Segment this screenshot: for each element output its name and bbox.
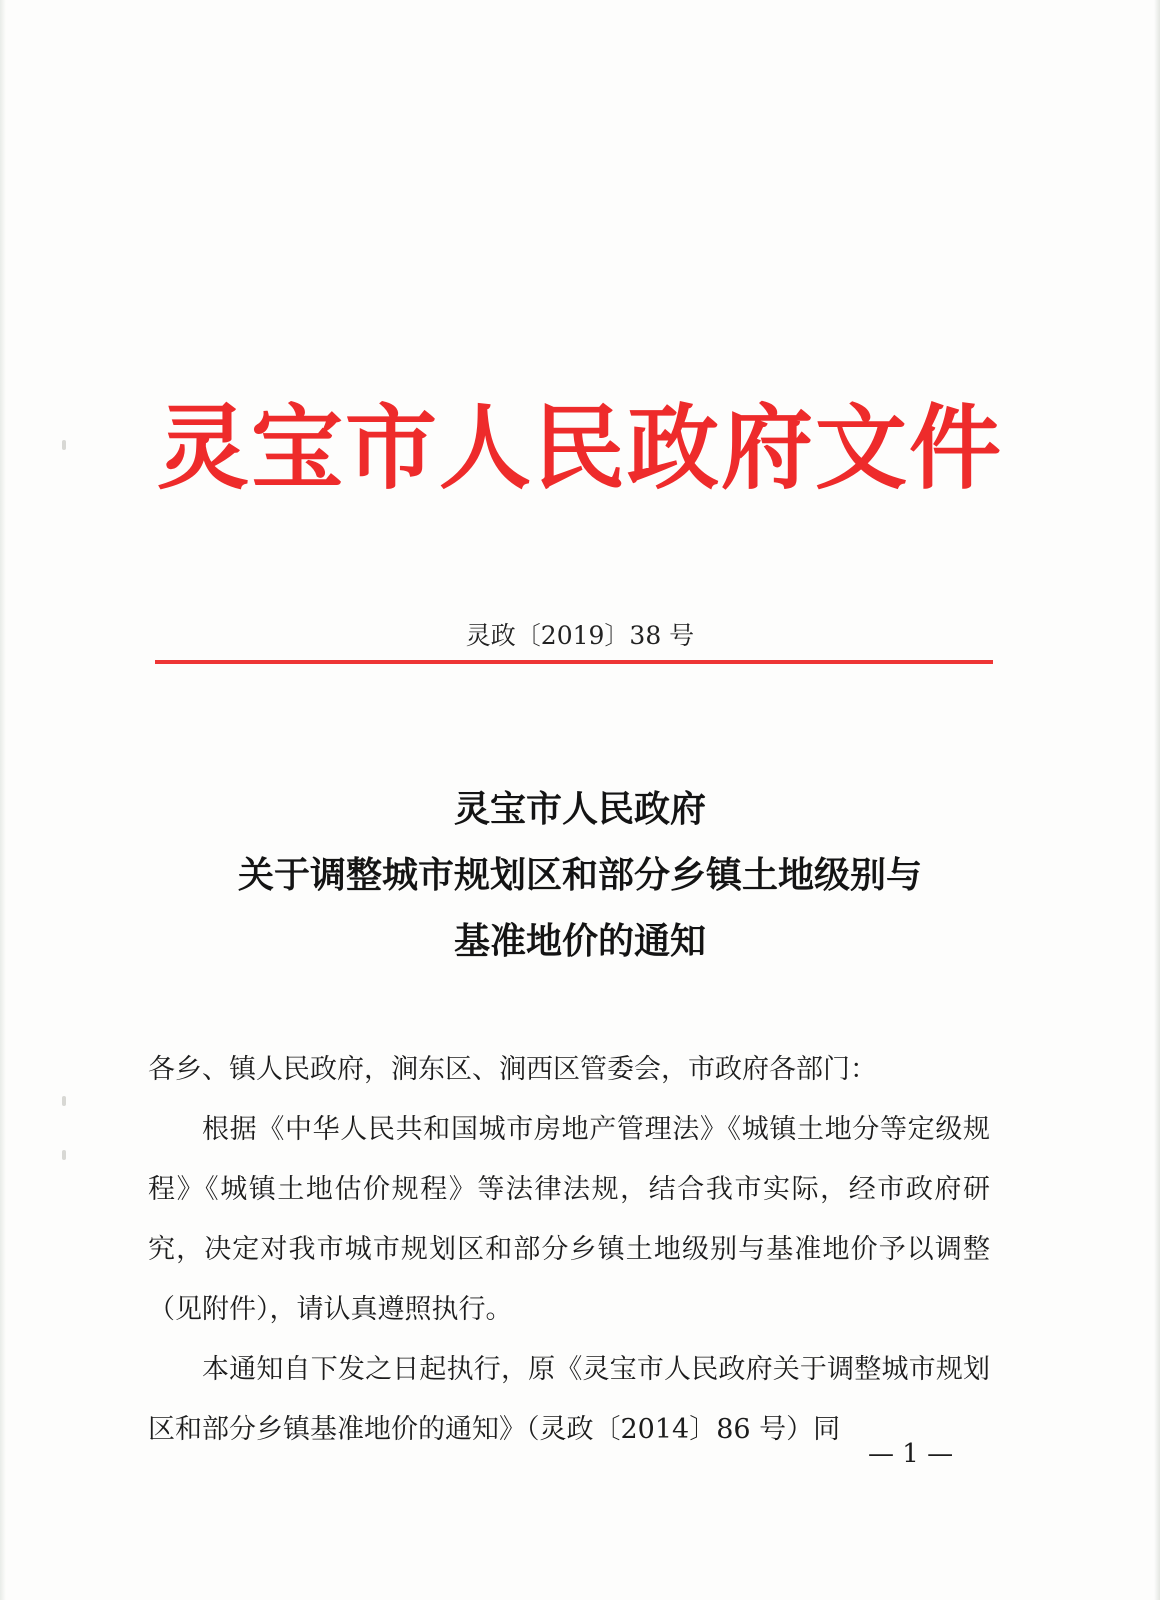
red-separator-line <box>155 660 993 664</box>
body-paragraph: 根据《中华人民共和国城市房地产管理法》《城镇土地分等定级规程》《城镇土地估价规程》等法律法规，结合我市实际，经市政府研究，决定对我市城市规划区和部分乡镇土地级别与基准地价予以调整（见附件），请认真遵照执行。 <box>148 1114 990 1325</box>
scan-edge-left <box>0 0 6 1600</box>
binding-hole <box>62 1096 66 1106</box>
title-line: 关于调整城市规划区和部分乡镇土地级别与 <box>237 854 922 896</box>
binding-hole <box>62 440 66 450</box>
title-line: 基准地价的通知 <box>453 920 706 962</box>
notice-title <box>150 776 1010 974</box>
salutation: 各乡、镇人民政府，涧东区、涧西区管委会，市政府各部门： <box>148 1054 877 1085</box>
notice-body <box>148 1040 990 1460</box>
scan-edge-right <box>1154 0 1160 1600</box>
binding-hole <box>62 1150 66 1160</box>
page-number: — 1 — <box>868 1439 954 1469</box>
document-header-title: 灵宝市人民政府文件 <box>156 395 1003 502</box>
document-number: 灵政〔2019〕38 号 <box>465 621 695 650</box>
title-line: 灵宝市人民政府 <box>453 788 706 830</box>
body-paragraph: 本通知自下发之日起执行，原《灵宝市人民政府关于调整城市规划区和部分乡镇基准地价的通知》（灵政〔2014〕86 号）同 <box>148 1354 990 1445</box>
